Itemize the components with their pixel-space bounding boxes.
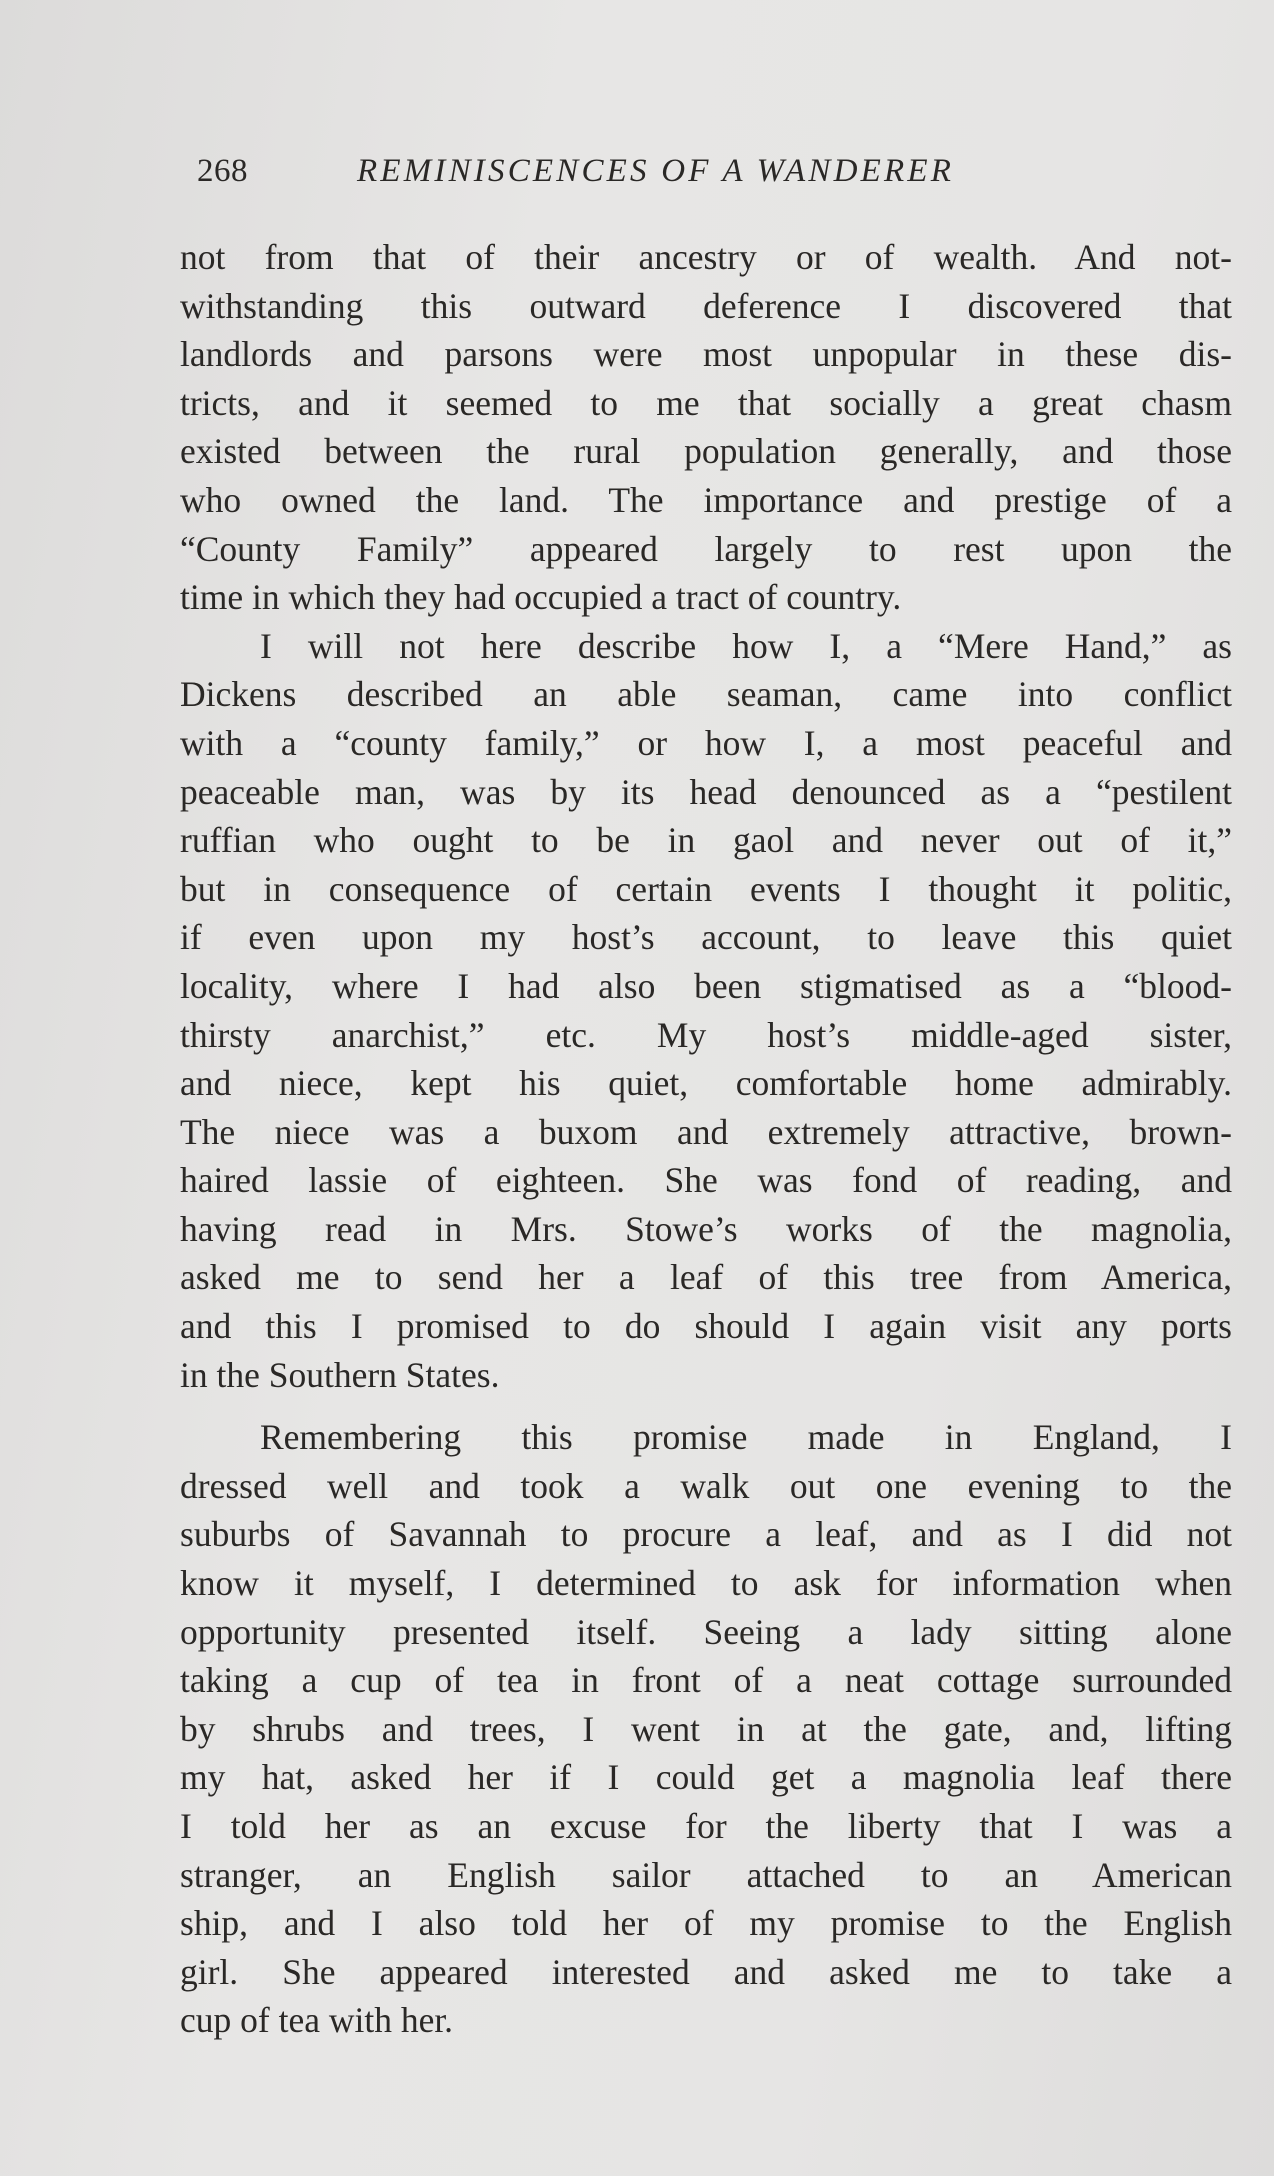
text-line: Remembering this promise made in England, I — [260, 1417, 1232, 1458]
body-text — [180, 233, 1232, 2045]
text-line: and niece, kept his quiet, comfortable home admirably. — [180, 1063, 1232, 1104]
text-line: not from that of their ancestry or of wealth. And not- — [180, 237, 1232, 277]
text-line: who owned the land. The importance and prestige of a — [180, 479, 1232, 520]
paragraph-2 — [180, 622, 1232, 1400]
text-line: ruffian who ought to be in gaol and never out of it,” — [180, 820, 1232, 861]
text-line: my hat, asked her if I could get a magnolia leaf there — [180, 1757, 1232, 1798]
text-line: I will not here describe how I, a “Mere Hand,” as — [260, 625, 1232, 666]
text-line: locality, where I had also been stigmatised as a “blood- — [180, 965, 1232, 1006]
text-line: suburbs of Savannah to procure a leaf, and as I did not — [180, 1514, 1232, 1555]
text-line: tricts, and it seemed to me that socially a great chasm — [180, 382, 1232, 423]
text-line: and this I promised to do should I again visit any ports — [180, 1306, 1232, 1347]
text-line: by shrubs and trees, I went in at the gate, and, lifting — [180, 1708, 1232, 1749]
text-line: if even upon my host’s account, to leave this quiet — [180, 917, 1232, 958]
text-line: time in which they had occupied a tract of country. — [180, 577, 902, 618]
running-title: REMINISCENCES OF A WANDERER — [357, 153, 955, 189]
text-line: landlords and parsons were most unpopular in these dis- — [180, 334, 1232, 375]
text-line: The niece was a buxom and extremely attractive, brown- — [180, 1111, 1232, 1152]
text-line: girl. She appeared interested and asked me to take a — [180, 1951, 1232, 1992]
paragraph-1 — [180, 233, 1232, 622]
running-head — [197, 153, 1102, 203]
text-line: know it myself, I determined to ask for information when — [180, 1563, 1232, 1604]
text-line: withstanding this outward deference I discovered that — [180, 285, 1232, 326]
text-line: cup of tea with her. — [180, 2000, 454, 2041]
text-line: dressed well and took a walk out one evening to the — [180, 1465, 1232, 1506]
text-line: Dickens described an able seaman, came into conflict — [180, 674, 1232, 715]
page-number: 268 — [197, 153, 248, 189]
text-line: ship, and I also told her of my promise to the English — [180, 1903, 1232, 1944]
text-line: I told her as an excuse for the liberty that I was a — [180, 1806, 1232, 1846]
text-line: peaceable man, was by its head denounced as a “pestilent — [180, 771, 1232, 812]
text-line: having read in Mrs. Stowe’s works of the magnolia, — [180, 1208, 1232, 1249]
text-line: asked me to send her a leaf of this tree from America, — [180, 1257, 1232, 1298]
text-line: existed between the rural population generally, and those — [180, 431, 1232, 472]
text-line: but in consequence of certain events I thought it politic, — [180, 868, 1232, 909]
paragraph-3 — [180, 1413, 1232, 2045]
text-line: in the Southern States. — [180, 1354, 500, 1395]
text-line: “County Family” appeared largely to rest upon the — [180, 528, 1232, 569]
text-line: haired lassie of eighteen. She was fond of reading, and — [180, 1160, 1232, 1201]
text-line: taking a cup of tea in front of a neat cottage surrounded — [180, 1660, 1232, 1701]
text-line: stranger, an English sailor attached to an American — [180, 1854, 1232, 1895]
text-line: with a “county family,” or how I, a most peaceful and — [180, 722, 1232, 763]
text-line: thirsty anarchist,” etc. My host’s middle-aged sister, — [180, 1014, 1232, 1055]
paragraph-gap — [180, 1399, 1232, 1413]
text-line: opportunity presented itself. Seeing a lady sitting alone — [180, 1611, 1232, 1652]
